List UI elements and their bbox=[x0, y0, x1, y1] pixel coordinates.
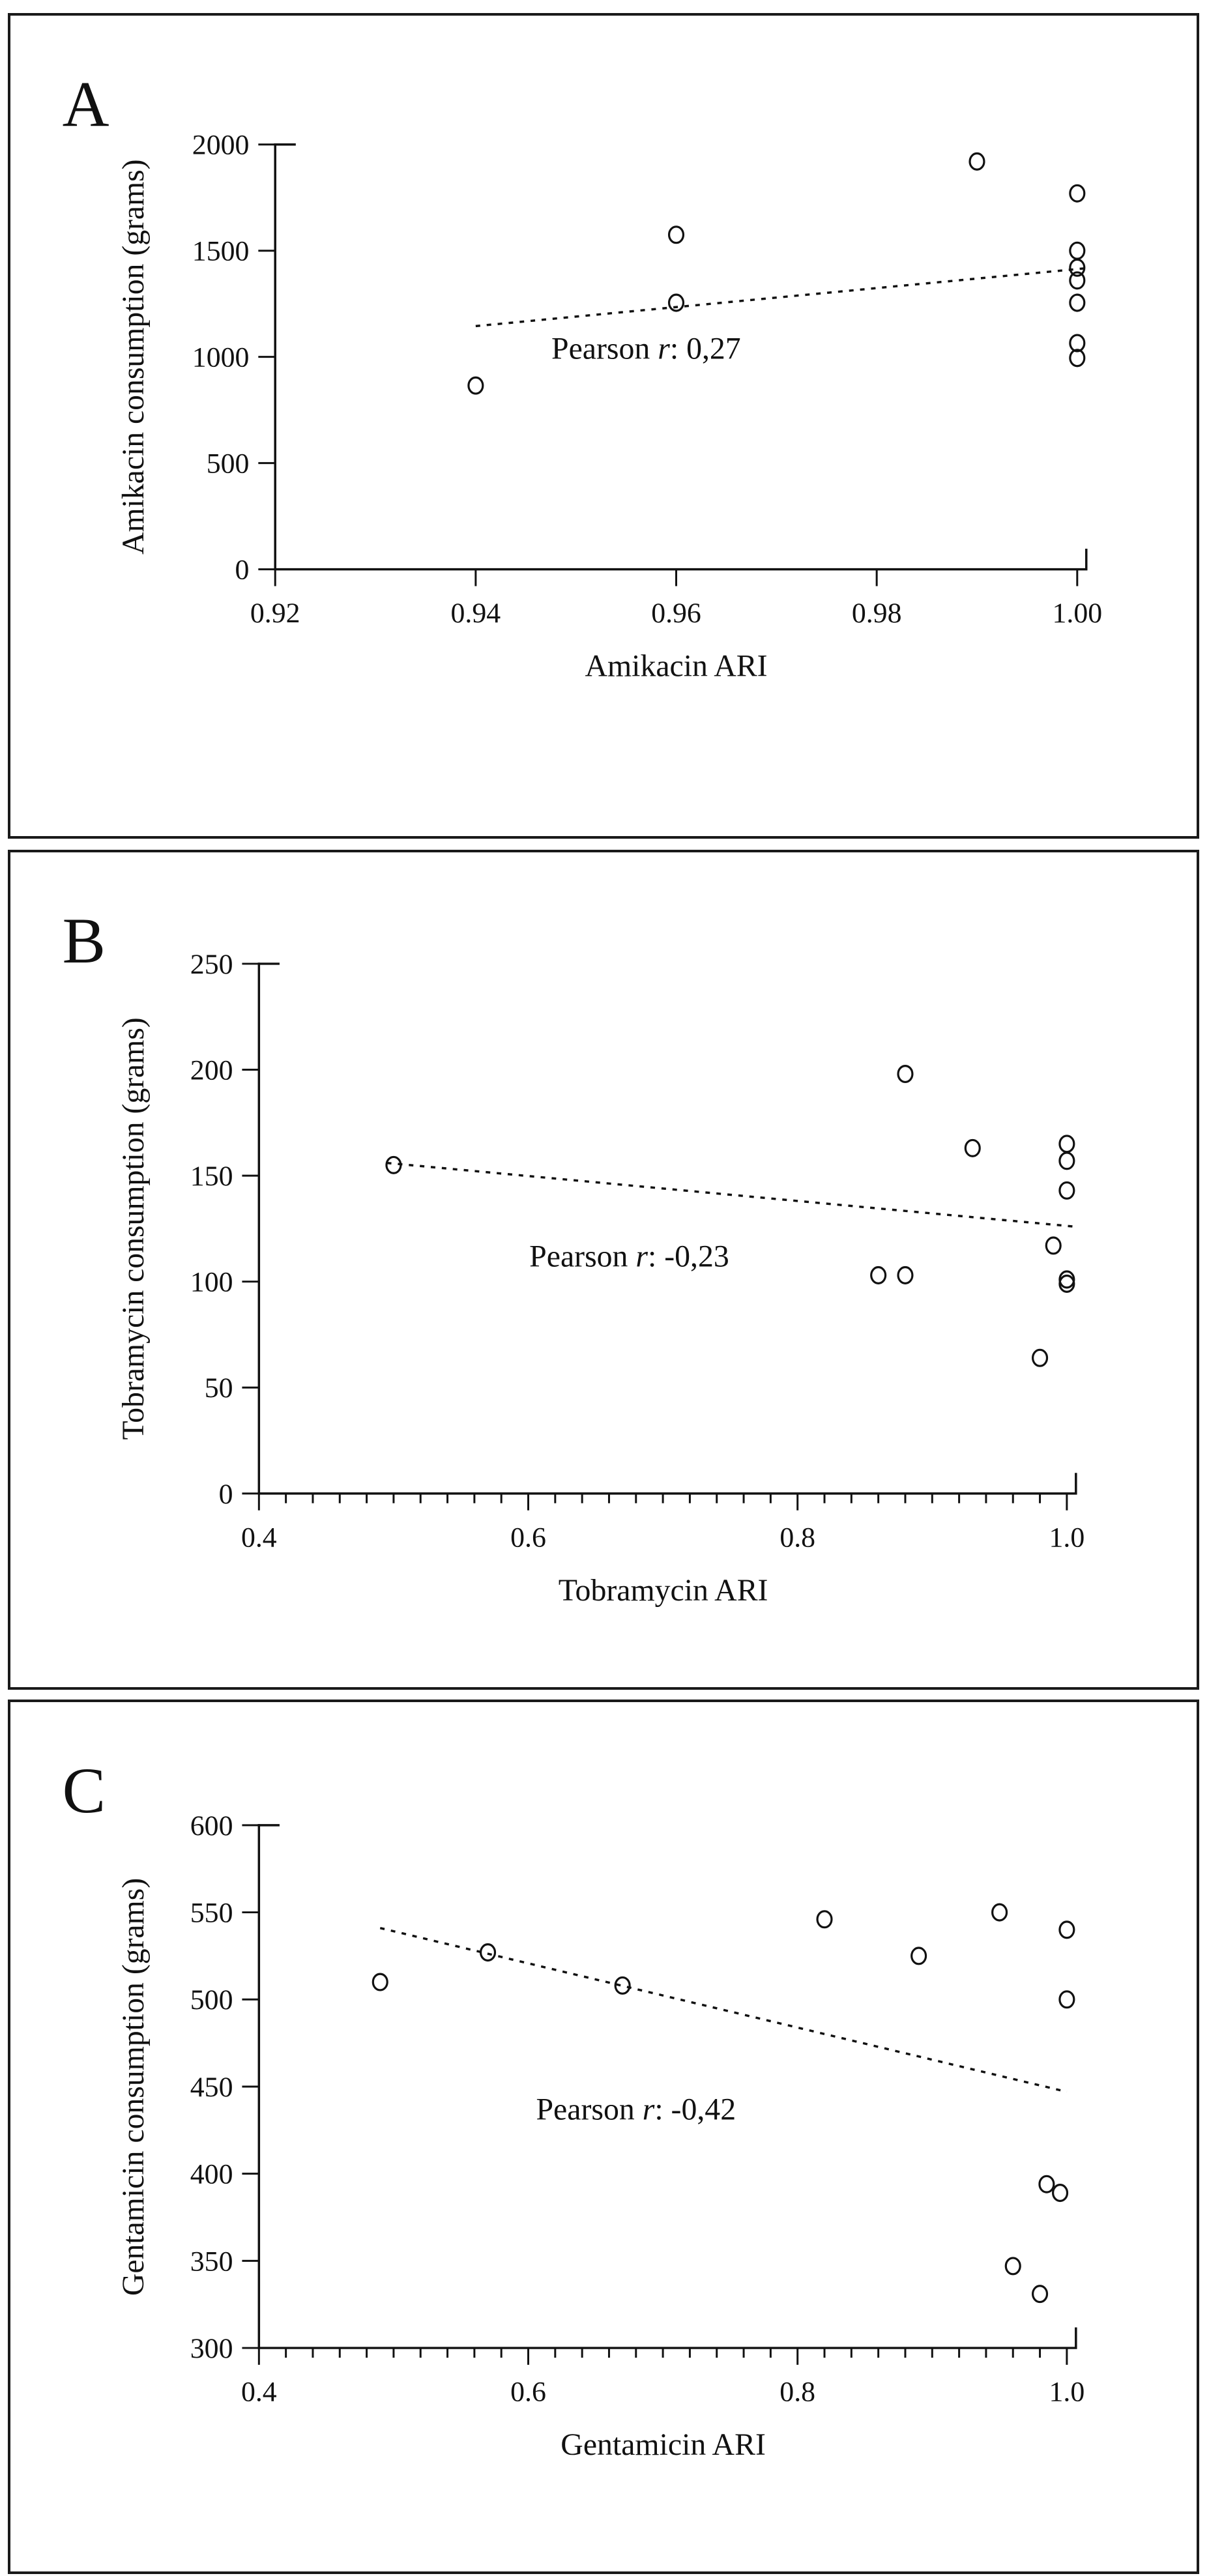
panel-a bbox=[8, 13, 1199, 839]
pearson-annotation-b: Pearson r: -0,23 bbox=[529, 1239, 729, 1274]
x-tick-label: 0.8 bbox=[779, 2376, 816, 2408]
y-tick-label: 2000 bbox=[192, 129, 250, 161]
x-tick-label: 0.96 bbox=[651, 598, 701, 630]
data-point bbox=[898, 1267, 912, 1284]
data-point bbox=[469, 377, 483, 394]
chart-c-scatter bbox=[10, 1702, 1197, 2571]
data-point bbox=[1070, 185, 1085, 201]
data-point bbox=[1060, 1182, 1074, 1198]
data-point bbox=[1060, 1922, 1074, 1938]
y-tick-label: 0 bbox=[218, 1478, 233, 1510]
x-tick-label: 0.6 bbox=[510, 2376, 546, 2408]
panel-b bbox=[8, 850, 1199, 1690]
x-tick-label: 1.0 bbox=[1049, 1522, 1085, 1554]
data-point bbox=[970, 153, 984, 169]
data-point bbox=[373, 1974, 387, 1990]
y-tick-label: 250 bbox=[190, 948, 233, 980]
x-axis-title-a: Amikacin ARI bbox=[585, 648, 768, 684]
y-tick-label: 300 bbox=[190, 2332, 233, 2364]
data-point bbox=[1006, 2258, 1020, 2274]
y-tick-label: 1500 bbox=[192, 235, 250, 267]
chart-a-scatter bbox=[10, 16, 1197, 836]
x-tick-label: 1.00 bbox=[1052, 598, 1103, 630]
data-point bbox=[1033, 1350, 1047, 1366]
data-point bbox=[993, 1904, 1007, 1920]
pearson-annotation-c: Pearson r: -0,42 bbox=[536, 2092, 736, 2127]
x-tick-label: 0.8 bbox=[779, 1522, 816, 1554]
data-point bbox=[1070, 242, 1085, 259]
data-point bbox=[1070, 350, 1085, 366]
data-point bbox=[1060, 1991, 1074, 2008]
axes-a bbox=[192, 130, 1102, 629]
trend-line-b bbox=[387, 1163, 1074, 1227]
y-axis-title-c: Gentamicin consumption (grams) bbox=[116, 1877, 151, 2296]
data-point bbox=[871, 1267, 886, 1284]
x-tick-label: 0.4 bbox=[240, 2376, 277, 2408]
pearson-annotation-a: Pearson r: 0,27 bbox=[551, 331, 741, 366]
y-axis-title-a: Amikacin consumption (grams) bbox=[116, 159, 151, 555]
panel-letter-a: A bbox=[62, 68, 109, 140]
data-point bbox=[817, 1911, 832, 1928]
y-tick-label: 600 bbox=[190, 1810, 233, 1842]
y-tick-label: 550 bbox=[190, 1897, 233, 1929]
data-point bbox=[1070, 335, 1085, 351]
y-tick-label: 450 bbox=[190, 2071, 233, 2103]
y-tick-label: 350 bbox=[190, 2246, 233, 2278]
data-point bbox=[1060, 1136, 1074, 1152]
y-tick-label: 400 bbox=[190, 2158, 233, 2190]
y-tick-label: 0 bbox=[235, 554, 250, 586]
data-point bbox=[669, 295, 684, 311]
data-point bbox=[898, 1066, 912, 1082]
y-tick-label: 50 bbox=[204, 1372, 233, 1404]
data-point bbox=[669, 227, 684, 243]
x-axis-title-b: Tobramycin ARI bbox=[558, 1572, 768, 1608]
data-point bbox=[1033, 2286, 1047, 2302]
trend-line-c bbox=[380, 1928, 1067, 2092]
y-tick-label: 200 bbox=[190, 1054, 233, 1086]
x-tick-label: 0.6 bbox=[510, 1522, 546, 1554]
y-tick-label: 500 bbox=[206, 448, 250, 480]
x-tick-label: 1.0 bbox=[1049, 2376, 1085, 2408]
data-point bbox=[965, 1140, 980, 1156]
data-point bbox=[1070, 295, 1085, 311]
x-tick-label: 0.94 bbox=[450, 598, 501, 630]
y-tick-label: 1000 bbox=[192, 341, 250, 373]
panel-letter-c: C bbox=[62, 1754, 106, 1827]
y-axis-title-b: Tobramycin consumption (grams) bbox=[116, 1017, 151, 1440]
trend-line-a bbox=[476, 268, 1087, 326]
x-tick-label: 0.98 bbox=[851, 598, 902, 630]
data-point bbox=[1046, 1237, 1060, 1254]
y-tick-label: 500 bbox=[190, 1984, 233, 2016]
data-point bbox=[481, 1945, 495, 1961]
y-tick-label: 100 bbox=[190, 1266, 233, 1298]
y-tick-label: 150 bbox=[190, 1161, 233, 1192]
chart-b-scatter bbox=[10, 852, 1197, 1687]
x-axis-title-c: Gentamicin ARI bbox=[561, 2427, 766, 2463]
data-point bbox=[1040, 2176, 1054, 2192]
data-point bbox=[912, 1948, 926, 1964]
data-point bbox=[1060, 1153, 1074, 1169]
x-tick-label: 0.4 bbox=[240, 1522, 277, 1554]
panel-letter-b: B bbox=[62, 904, 106, 977]
data-point bbox=[1053, 2185, 1068, 2201]
panel-c bbox=[8, 1700, 1199, 2574]
x-tick-label: 0.92 bbox=[250, 598, 300, 630]
